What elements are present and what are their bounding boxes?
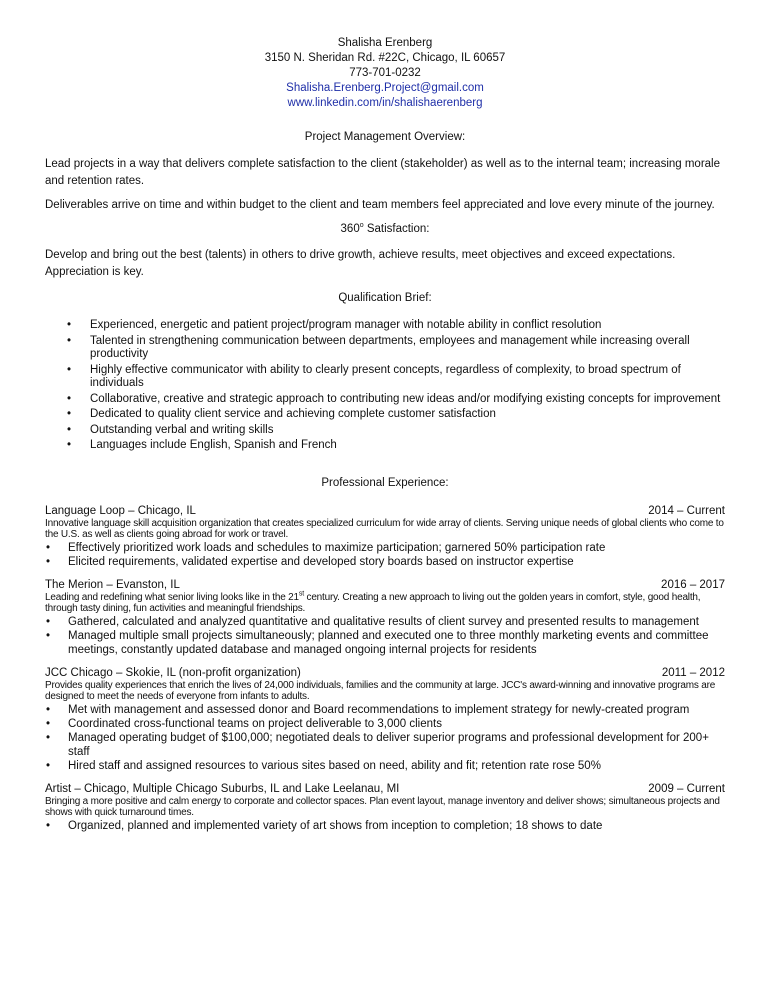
overview-paragraph-2: Deliverables arrive on time and within budget to the client and team members feel appreciated and love every minute of the journey.: [45, 199, 715, 211]
job-organization: The Merion – Evanston, IL: [45, 578, 180, 591]
job-dates: 2016 – 2017: [661, 578, 725, 591]
bullet-icon: •: [67, 363, 72, 376]
job-jcc-chicago: [45, 666, 725, 773]
list-item: • Effectively prioritized work loads and schedules to maximize participation; garnered 50% participation rate: [46, 541, 606, 554]
overview-title: Project Management Overview:: [304, 131, 466, 143]
bullet-icon: •: [67, 334, 72, 347]
job-header: [45, 504, 725, 518]
list-item: • Organized, planned and implemented variety of art shows from inception to completion; 18 shows to date: [46, 819, 603, 832]
bullet-icon: •: [67, 392, 72, 405]
list-item: • Experienced, energetic and patient project/program manager with notable ability in conflict resolution: [67, 319, 602, 331]
linkedin-link[interactable]: www.linkedin.com/in/shalishaerenberg: [287, 97, 483, 109]
bullet-icon: •: [46, 541, 51, 554]
job-bullets: [45, 541, 725, 569]
list-item: • Outstanding verbal and writing skills: [67, 423, 274, 436]
bullet-icon: •: [46, 629, 51, 642]
job-dates: 2009 – Current: [648, 782, 725, 795]
satisfaction-title: [45, 222, 725, 237]
job-header: [45, 578, 725, 592]
list-item: • Coordinated cross-functional teams on project deliverable to 3,000 clients: [46, 717, 442, 730]
address: 3150 N. Sheridan Rd. #22C, Chicago, IL 60657: [264, 52, 506, 64]
job-description: Provides quality experiences that enrich the lives of 24,000 individuals, families and the community at large. JCC's award-winning and innovative programs are designed to meet the needs of everyone from infants to adults.: [45, 679, 716, 702]
job-header: [45, 666, 725, 680]
bullet-icon: •: [46, 759, 51, 772]
list-item: • Met with management and assessed donor and Board recommendations to implement strategy for newly-created program: [46, 703, 690, 716]
job-bullets: [45, 615, 725, 657]
bullet-icon: •: [46, 615, 51, 628]
overview-paragraph-1: Lead projects in a way that delivers complete satisfaction to the client (stakeholder) as well as to the internal team; increasing morale and retention rates.: [45, 158, 721, 187]
list-item: • Managed multiple small projects simultaneously; planned and executed one to three monthly marketing events and committee meetings, constantly updated database and managed ongoing internal projects for residents: [46, 629, 709, 656]
qualification-title: Qualification Brief:: [338, 292, 432, 304]
list-item: • Managed operating budget of $100,000; negotiated deals to deliver superior programs and professional development for 200+ staff: [46, 731, 709, 758]
satisfaction-title-text: Satisfaction:: [363, 223, 430, 235]
resume-page: [45, 36, 725, 833]
bullet-icon: •: [46, 731, 51, 744]
job-description: Bringing a more positive and calm energy to corporate and collector spaces. Plan event layout, manage inventory and deliver shows; simultaneous projects and shows with quick turnaround times.: [45, 795, 720, 818]
bullet-icon: •: [67, 423, 72, 436]
degree-symbol: o: [359, 222, 364, 230]
email-link[interactable]: Shalisha.Erenberg.Project@gmail.com: [286, 82, 484, 94]
list-item: • Hired staff and assigned resources to various sites based on need, ability and fit; retention rate rose 50%: [46, 759, 601, 772]
list-item: • Gathered, calculated and analyzed quantitative and qualitative results of client survey and presented results to management: [46, 615, 699, 628]
contact-header: [45, 36, 725, 111]
list-item: • Languages include English, Spanish and French: [67, 439, 337, 451]
list-item: • Collaborative, creative and strategic approach to contributing new ideas and/or modifying existing concepts for improvement: [67, 392, 721, 405]
bullet-icon: •: [46, 819, 51, 832]
job-dates: 2011 – 2012: [661, 666, 725, 679]
bullet-icon: •: [46, 703, 51, 716]
list-item: • Elicited requirements, validated expertise and developed story boards based on instructor expertise: [46, 555, 574, 568]
satisfaction-title-number: 360: [340, 223, 360, 235]
job-organization: JCC Chicago – Skokie, IL (non-profit organization): [45, 666, 301, 679]
job-artist: [45, 782, 725, 833]
candidate-name: Shalisha Erenberg: [337, 37, 433, 49]
list-item: • Talented in strengthening communication between departments, employees and management while increasing overall productivity: [67, 334, 690, 360]
job-bullets: [45, 819, 725, 833]
bullet-icon: •: [67, 439, 72, 451]
job-header: [45, 782, 725, 796]
job-organization: Artist – Chicago, Multiple Chicago Suburbs, IL and Lake Leelanau, MI: [45, 782, 400, 795]
job-description: Innovative language skill acquisition organization that creates specialized curriculum for wide array of clients. Serving unique needs of global clients who come to the U.S. as well as clients going abroad for work or travel.: [45, 517, 724, 540]
job-description: Leading and redefining what senior living looks like in the 21st century. Creating a new approach to living out the golden years in comfort, style, good health, through tasty dining, fun activities and meaningful friendships.: [45, 590, 701, 614]
job-bullets: [45, 703, 725, 773]
bullet-icon: •: [46, 555, 51, 568]
bullet-icon: •: [46, 717, 51, 730]
list-item: • Dedicated to quality client service and achieving complete customer satisfaction: [67, 408, 496, 420]
experience-title: Professional Experience:: [321, 476, 449, 489]
job-organization: Language Loop – Chicago, IL: [45, 504, 196, 517]
bullet-icon: •: [67, 319, 72, 331]
job-dates: 2014 – Current: [648, 504, 725, 517]
bullet-icon: •: [67, 408, 72, 420]
phone: 773-701-0232: [349, 67, 421, 79]
job-the-merion: [45, 578, 725, 657]
qualification-list: [45, 319, 725, 453]
satisfaction-paragraph: Develop and bring out the best (talents) in others to drive growth, achieve results, meet objectives and exceed expectations. Appreciation is key.: [45, 249, 676, 278]
job-language-loop: [45, 504, 725, 569]
list-item: • Highly effective communicator with ability to clearly present concepts, regardless of complexity, to broad spectrum of individuals: [67, 363, 681, 389]
